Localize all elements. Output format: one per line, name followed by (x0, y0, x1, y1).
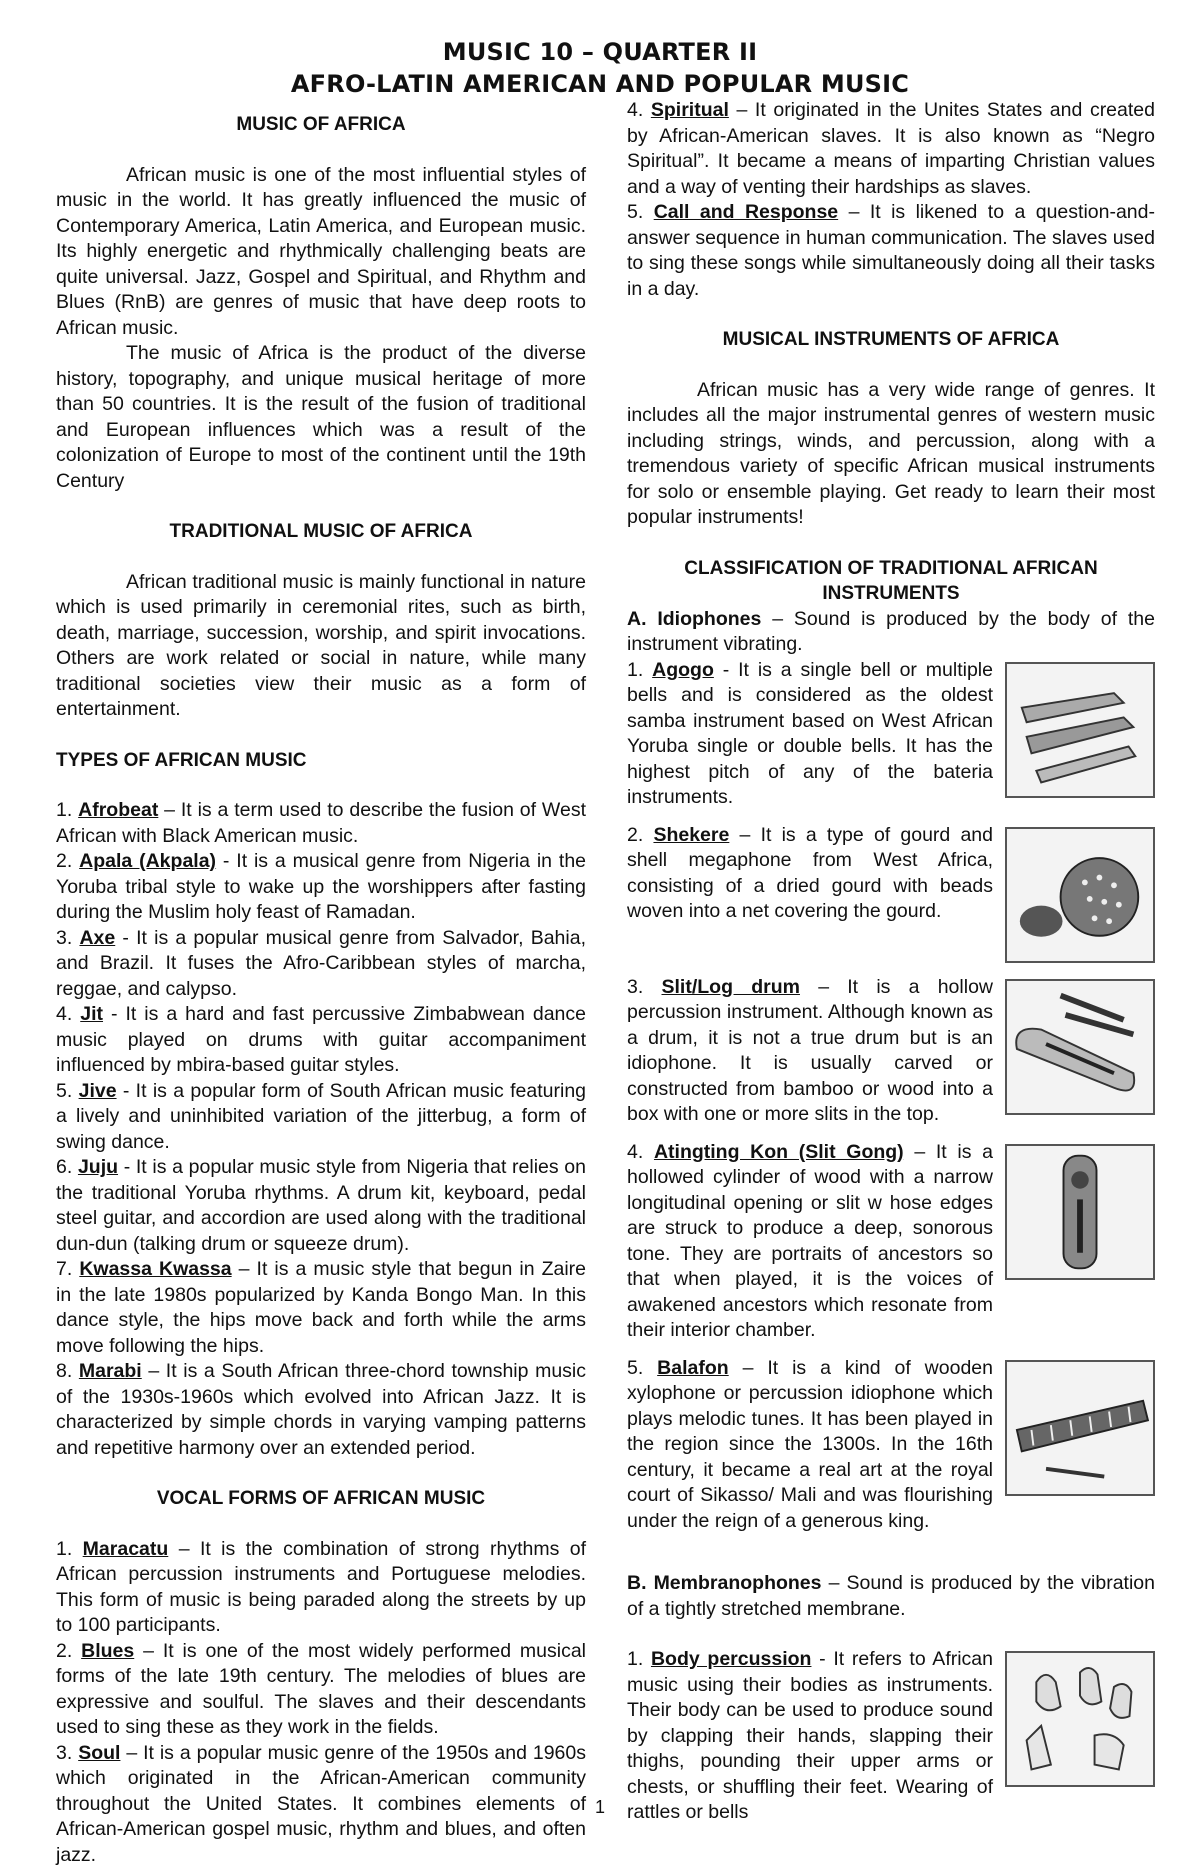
heading-musical-instruments: MUSICAL INSTRUMENTS OF AFRICA (627, 327, 1155, 353)
item-number: 8. (56, 1360, 79, 1382)
item-term: Afrobeat (78, 799, 158, 821)
item-term: Blues (81, 1640, 134, 1662)
paragraph-music-of-africa-1: African music is one of the most influential styles of music in the world. It has greatly influenced the music of Contemporary America, Latin America, and European music. Its highly energetic and rhythmically challenging beats are quite universal. Jazz, Gospel and Spiritual, and Rhythm and Blues (RnB) are genres of music that have deep roots to African music. (56, 163, 586, 342)
shekere-gourd-image (1005, 827, 1155, 963)
slit-gong-image (1005, 1144, 1155, 1280)
item-term: Balafon (657, 1357, 729, 1379)
music-type-item (56, 1257, 586, 1359)
heading-music-of-africa: MUSIC OF AFRICA (56, 112, 586, 138)
membranophones-label: B. Membranophones (627, 1572, 822, 1594)
item-text: – It is a music style that begun in Zaire in the late 1980s popularized by Kanda Bongo Man. In this dance style, the hips move back and forth while the arms move following the hips. (56, 1258, 586, 1357)
page-number: 1 (0, 1797, 1200, 1818)
idiophones-text: – Sound is produced by the body of the instrument vibrating. (627, 608, 1155, 656)
music-type-item (56, 849, 586, 926)
item-text: – It is one of the most widely performed musical forms of the late 19th century. The melodies of blues are expressive and soulful. The slaves and their descendants used to sing these as they work in the fields. (56, 1640, 586, 1739)
item-term: Atingting Kon (Slit Gong) (654, 1141, 904, 1163)
body-percussion-image (1005, 1651, 1155, 1787)
heading-vocal-forms: VOCAL FORMS OF AFRICAN MUSIC (56, 1486, 586, 1512)
item-number: 2. (56, 1640, 81, 1662)
item-term: Spiritual (651, 99, 729, 121)
item-number: 3. (56, 927, 79, 949)
item-number: 5. (627, 1357, 657, 1379)
instrument-description (627, 1356, 993, 1535)
music-type-item (56, 1079, 586, 1156)
item-text: - It is a single bell or multiple bells and is considered as the oldest samba instrument based on West African Yoruba single or double bells. It has the highest pitch of any of the bateria instruments. (627, 659, 993, 809)
item-term: Agogo (652, 659, 714, 681)
music-type-item (56, 798, 586, 849)
item-number: 7. (56, 1258, 79, 1280)
music-type-item (56, 1359, 586, 1461)
paragraph-musical-instruments: African music has a very wide range of genres. It includes all the major instrumental genres of western music including strings, winds, and percussion, along with a tremendous variety of specific African musical instruments for solo or ensemble playing. Get ready to learn their most popular instruments! (627, 378, 1155, 531)
left-column (56, 112, 586, 1868)
item-number: 3. (56, 1742, 78, 1764)
item-text: – It is a hollowed cylinder of wood with a narrow longitudinal opening or slit w hose edges are struck to produce a deep, sonorous tone. They are portraits of ancestors so that when played, it is the voices of awakened ancestors which resonate from their interior chamber. (627, 1141, 993, 1342)
instrument-item (627, 823, 1155, 963)
balafon-image (1005, 1360, 1155, 1496)
membranophones-definition (627, 1571, 1155, 1622)
document-title: MUSIC 10 – QUARTER II (0, 38, 1200, 66)
music-type-item (56, 926, 586, 1003)
item-text: – It is a South African three-chord township music of the 1930s-1960s which evolved into African Jazz. It is characterized by simple chords in varying vamping patterns and repetitive harmony over an extended period. (56, 1360, 586, 1459)
instrument-item (627, 1140, 1155, 1344)
paragraph-traditional-music: African traditional music is mainly functional in nature which is used primarily in ceremonial rites, such as birth, death, marriage, succession, worship, and spirit invocations. Others are work related or social in nature, while many traditional societies view their music as a form of entertainment. (56, 570, 586, 723)
item-text: - It is a popular form of South African music featuring a lively and uninhibited variation of the jitterbug, a form of swing dance. (56, 1080, 586, 1153)
item-term: Kwassa Kwassa (79, 1258, 231, 1280)
types-list (56, 798, 586, 1461)
item-text: - It is a musical genre from Nigeria in the Yoruba tribal style to wake up the worshippers after fasting during the Muslim holy feast of Ramadan. (56, 850, 586, 923)
vocal-form-item (627, 98, 1155, 200)
vocal-form-item (627, 200, 1155, 302)
vocal-form-item (56, 1639, 586, 1741)
item-number: 1. (627, 1648, 643, 1670)
vocal-form-item (56, 1537, 586, 1639)
item-text: – It originated in the Unites States and created by African-American slaves. It is also known as “Negro Spiritual”. It became a means of imparting Christian values and a way of venting their hardships as slaves. (627, 99, 1155, 198)
right-column (627, 98, 1155, 1826)
item-term: Apala (Akpala) (79, 850, 216, 872)
heading-types-of-african-music: TYPES OF AFRICAN MUSIC (56, 748, 586, 774)
item-number: 3. (627, 976, 662, 998)
item-text: – It is a term used to describe the fusion of West African with Black American music. (56, 799, 586, 847)
music-type-item (56, 1155, 586, 1257)
item-text: - It is a hard and fast percussive Zimbabwean dance music played on drums with guitar accompaniment influenced by mbira-based guitar styles. (56, 1003, 586, 1076)
heading-classification: CLASSIFICATION OF TRADITIONAL AFRICAN INSTRUMENTS (627, 556, 1155, 607)
item-text: – It is likened to a question-and-answer sequence in human communication. The slaves used to sing these songs while simultaneously doing all their tasks in a day. (627, 201, 1155, 300)
slit-log-drum-image (1005, 979, 1155, 1115)
vocal-forms-list-continued (627, 98, 1155, 302)
item-number: 5. (56, 1080, 79, 1102)
item-number: 5. (627, 201, 654, 223)
item-text: – It is a popular music genre of the 1950s and 1960s which originated in the African-American community throughout the United States. It combines elements of African-American gospel music, rhythm and blues, and often jazz. (56, 1742, 586, 1866)
item-term: Jit (80, 1003, 103, 1025)
instrument-description (627, 658, 993, 811)
item-number: 4. (627, 99, 651, 121)
item-text: – It is the combination of strong rhythms of African percussion instruments and Portuguese melodies. This form of music is being paraded along the streets by up to 100 participants. (56, 1538, 586, 1637)
item-term: Jive (79, 1080, 117, 1102)
item-number: 4. (56, 1003, 80, 1025)
item-number: 1. (56, 1538, 83, 1560)
item-term: Maracatu (83, 1538, 169, 1560)
vocal-forms-list (56, 1537, 586, 1868)
instrument-text: - It refers to African music using their bodies as instruments. Their body can be used to produce sound by clapping their hands, slapping their thighs, pounding their upper arms or chests, or shuffling their feet. Wearing of rattles or bells (627, 1648, 993, 1823)
instrument-description (627, 975, 993, 1128)
item-term: Slit/Log drum (662, 976, 800, 998)
item-number: 2. (627, 824, 653, 846)
paragraph-music-of-africa-2: The music of Africa is the product of the diverse history, topography, and unique musical heritage of more than 50 countries. It is the result of the fusion of traditional and European influences which was a result of the colonization of Europe to most of the continent until the 19th Century (56, 341, 586, 494)
instrument-item (627, 1356, 1155, 1535)
instrument-item (627, 658, 1155, 811)
agogo-bells-image (1005, 662, 1155, 798)
instrument-description (627, 1140, 993, 1344)
item-text: - It is a popular musical genre from Salvador, Bahia, and Brazil. It fuses the Afro-Caribbean styles of marcha, reggae, and calypso. (56, 927, 586, 1000)
heading-traditional-music: TRADITIONAL MUSIC OF AFRICA (56, 519, 586, 545)
item-number: 6. (56, 1156, 78, 1178)
music-type-item (56, 1002, 586, 1079)
idiophone-instrument-list (627, 658, 1155, 1547)
item-term: Soul (78, 1742, 120, 1764)
item-term: Marabi (79, 1360, 142, 1382)
idiophones-label: A. Idiophones (627, 608, 761, 630)
item-term: Juju (78, 1156, 118, 1178)
item-number: 4. (627, 1141, 654, 1163)
item-number: 2. (56, 850, 79, 872)
instrument-term: Body percussion (651, 1648, 811, 1670)
instrument-item (627, 975, 1155, 1128)
membranophones-text: – Sound is produced by the vibration of a tightly stretched membrane. (627, 1572, 1155, 1620)
item-number: 1. (56, 799, 78, 821)
item-number: 1. (627, 659, 652, 681)
item-text: – It is a hollow percussion instrument. Although known as a drum, it is not a true drum but is an idiophone. It is usually carved or constructed from bamboo or wood into a box with one or more slits in the top. (627, 976, 993, 1126)
item-term: Call and Response (654, 201, 838, 223)
idiophones-definition (627, 607, 1155, 658)
document-subtitle: AFRO-LATIN AMERICAN AND POPULAR MUSIC (0, 70, 1200, 98)
item-text: - It is a popular music style from Nigeria that relies on the traditional Yoruba rhythms. A drum kit, keyboard, pedal steel guitar, and accordion are used along with the traditional dun-dun (talking drum or squeeze drum). (56, 1156, 586, 1255)
item-term: Shekere (653, 824, 729, 846)
item-text: – It is a kind of wooden xylophone or percussion idiophone which plays melodic tunes. It has been played in the region since the 1300s. In the 16th century, it became a real art at the royal court of Sikasso/ Mali and was flourishing under the reign of a generous king. (627, 1357, 993, 1532)
instrument-description (627, 823, 993, 925)
item-text: – It is a type of gourd and shell megaphone from West Africa, consisting of a dried gourd with beads woven into a net covering the gourd. (627, 824, 993, 923)
item-term: Axe (79, 927, 115, 949)
